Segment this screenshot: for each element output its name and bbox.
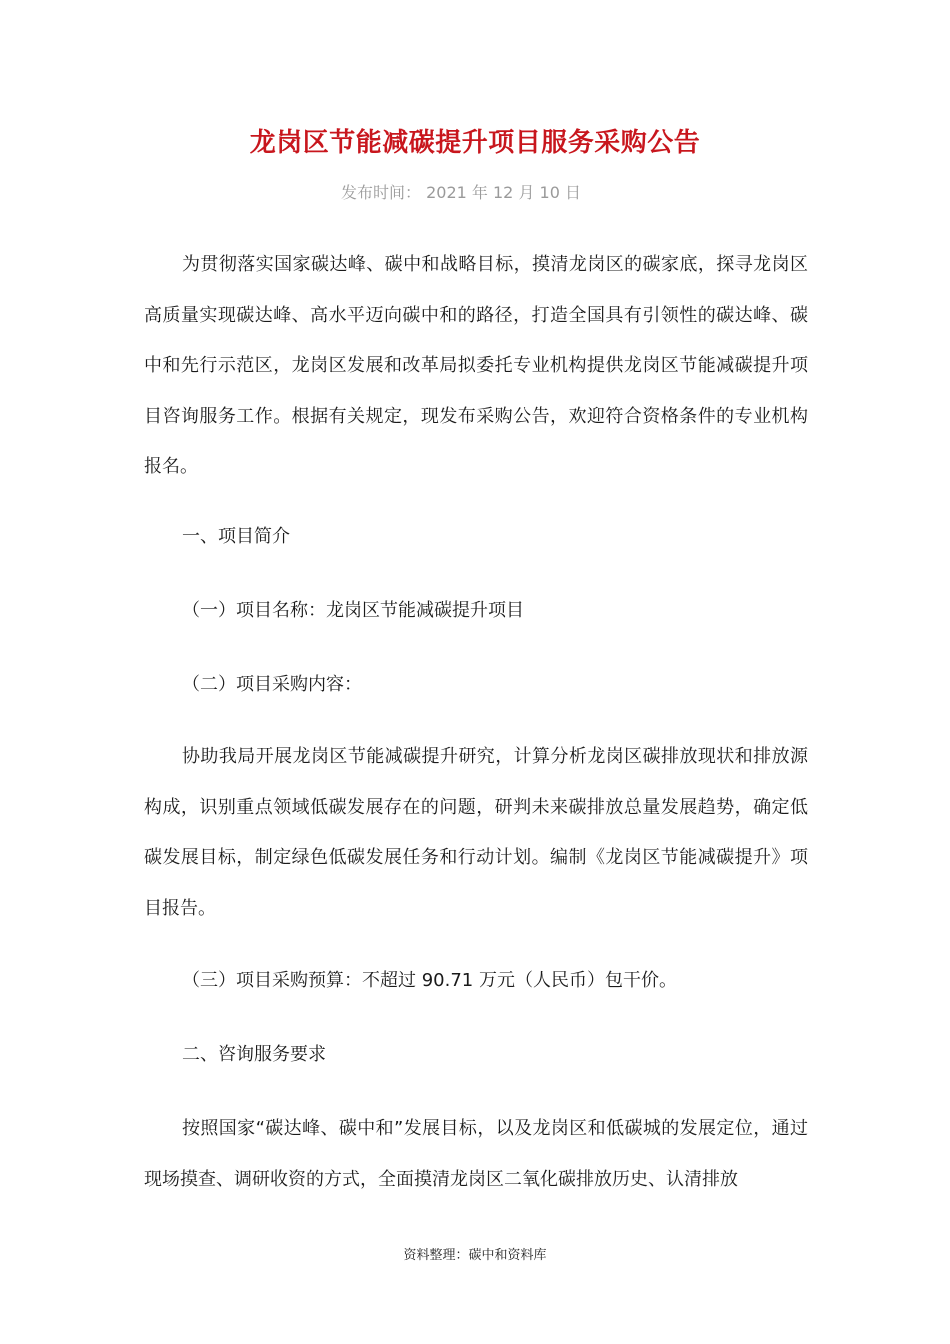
section-heading-project-overview: 一、项目简介 <box>182 526 290 547</box>
procurement-content-paragraph: 协助我局开展龙岗区节能减碳提升研究，计算分析龙岗区碳排放现状和排放源构成，识别重点领域低碳发展存在的问题，研判未来碳排放总量发展趋势，确定低碳发展目标，制定绿色低碳发展任务和行动计划。编制《龙岗区节能减碳提升》项目报告。 <box>144 746 808 919</box>
footer-source: 资料整理：碳中和资料库 <box>403 1248 547 1263</box>
section-heading-service-requirements: 二、咨询服务要求 <box>182 1044 326 1065</box>
project-name-item: （一）项目名称：龙岗区节能减碳提升项目 <box>182 600 524 621</box>
procurement-content-item: （二）项目采购内容： <box>182 674 362 695</box>
intro-paragraph: 为贯彻落实国家碳达峰、碳中和战略目标，摸清龙岗区的碳家底，探寻龙岗区高质量实现碳达峰、高水平迈向碳中和的路径，打造全国具有引领性的碳达峰、碳中和先行示范区，龙岗区发展和改革局拟委托专业机构提供龙岗区节能减碳提升项目咨询服务工作。根据有关规定，现发布采购公告，欢迎符合资格条件的专业机构报名。 <box>144 254 808 477</box>
publish-date: 发布时间： 2021 年 12 月 10 日 <box>341 183 581 202</box>
requirements-paragraph: 按照国家“碳达峰、碳中和”发展目标，以及龙岗区和低碳城的发展定位，通过现场摸查、调研收资的方式，全面摸清龙岗区二氧化碳排放历史、认清排放 <box>144 1118 808 1190</box>
procurement-budget-item: （三）项目采购预算：不超过 90.71 万元（人民币）包干价。 <box>182 970 677 991</box>
document-title: 龙岗区节能减碳提升项目服务采购公告 <box>249 128 701 158</box>
